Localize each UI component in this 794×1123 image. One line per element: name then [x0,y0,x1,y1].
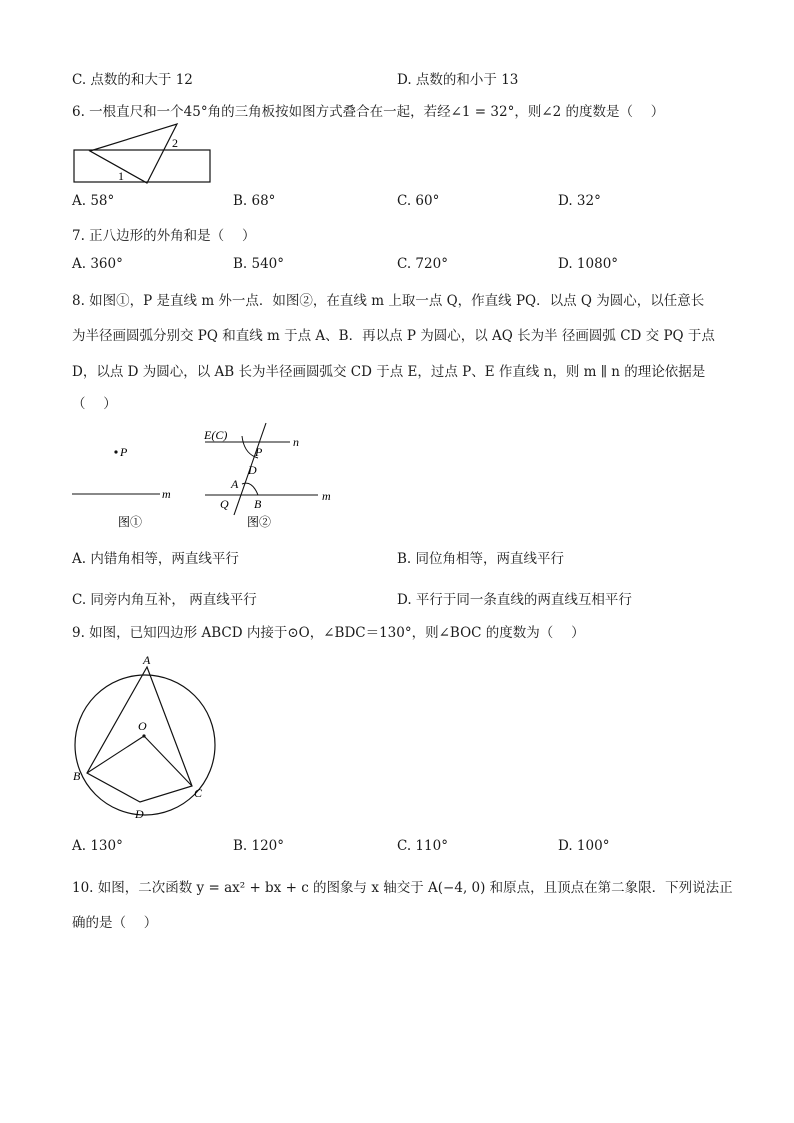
label-p: P [255,445,263,459]
q5-option-c: C. 点数的和大于 12 [72,72,193,88]
q6-figure [72,124,232,183]
label-p: P [120,445,128,459]
label-o: O [138,719,147,733]
q10-line-1: 10. 如图，二次函数 y = ax² + bx + c 的图象与 x 轴交于 A(−4, 0) 和原点，且顶点在第二象限．下列说法正 [72,880,733,896]
q10-line-2: 确的是（ ） [72,915,158,931]
point-p [114,450,117,453]
q7-option-d: D. 1080° [558,256,619,272]
q5-option-d: D. 点数的和小于 13 [397,72,519,88]
q8-figure-2 [200,420,340,532]
q8-line-3: D，以点 D 为圆心，以 AB 长为半径画圆弧交 CD 于点 E，过点 P、E 作直线 n，则 m ∥ n 的理论依据是 [72,364,706,380]
angle-1-label: 1 [118,169,124,183]
label-a: A [143,653,151,667]
q9-option-b: B. 120° [233,838,285,854]
q7-stem: 7. 正八边形的外角和是（ ） [72,228,256,244]
q6-option-b: B. 68° [233,193,276,209]
q8-option-a: A. 内错角相等，两直线平行 [72,551,239,567]
q8-line-2: 为半径画圆弧分别交 PQ 和直线 m 于点 A、B．再以点 P 为圆心，以 AQ 长为半 径画圆弧 CD 交 PQ 于点 [72,328,715,344]
q8-option-c: C. 同旁内角互补， 两直线平行 [72,592,257,608]
q7-option-a: A. 360° [72,256,123,272]
label-q: Q [220,497,229,511]
set-square [90,124,177,183]
quadrilateral-abdc [87,667,192,802]
q9-option-a: A. 130° [72,838,123,854]
q7-option-c: C. 720° [397,256,448,272]
label-ec: E(C) [204,428,228,442]
q8-option-d: D. 平行于同一条直线的两直线互相平行 [397,592,632,608]
label-d: D [135,807,144,821]
q6-option-c: C. 60° [397,193,440,209]
q6-stem: 6. 一根直尺和一个45°角的三角板按如图方式叠合在一起，若经∠1 = 32°，则∠2 的度数是（ ） [72,104,665,120]
segment-ob [87,736,144,773]
label-n: n [293,435,299,449]
center-o [142,734,145,737]
q6-option-d: D. 32° [558,193,601,209]
q9-stem: 9. 如图，已知四边形 ABCD 内接于⊙O，∠BDC＝130°，则∠BOC 的度数为（ ） [72,625,585,641]
caption-fig1: 图① [118,515,143,529]
label-b: B [73,769,81,783]
label-d: D [248,463,257,477]
q8-option-b: B. 同位角相等，两直线平行 [397,551,565,567]
angle-2-label: 2 [172,136,178,150]
q8-figure-1 [72,428,192,528]
caption-fig2: 图② [247,515,272,529]
segment-oc [144,736,192,786]
q8-line-1: 8. 如图①，P 是直线 m 外一点．如图②，在直线 m 上取一点 Q，作直线 PQ．以点 Q 为圆心，以任意长 [72,293,705,309]
q8-line-4: （ ） [72,396,117,412]
label-b: B [254,497,262,511]
label-c: C [194,786,203,800]
label-m: m [162,487,171,501]
label-a: A [231,477,239,491]
q9-option-c: C. 110° [397,838,448,854]
q9-option-d: D. 100° [558,838,610,854]
q7-option-b: B. 540° [233,256,285,272]
label-m: m [322,489,331,503]
q6-option-a: A. 58° [72,193,115,209]
ruler [74,150,210,182]
q9-figure [70,650,220,825]
